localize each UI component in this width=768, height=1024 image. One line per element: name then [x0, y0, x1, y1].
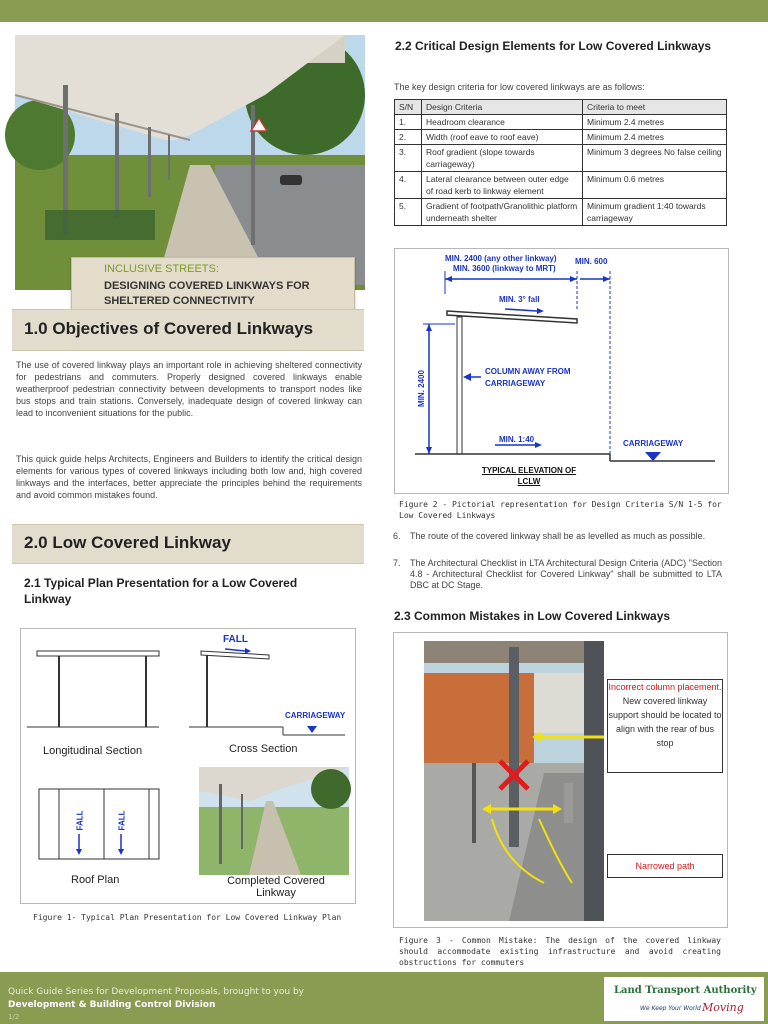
fig1-roof-fall2: FALL — [117, 810, 127, 831]
table-row — [395, 130, 727, 145]
hero-photo — [15, 35, 365, 307]
list-item-text: The Architectural Checklist in LTA Architectural Design Criteria (ADC) "Section 4.8 - Architectural Checklist for Covered Linkway" shall be submitted to LTA DBC at DC Stage. — [410, 558, 722, 590]
figure3-box — [393, 632, 728, 928]
fig1-cross-label: Cross Section — [229, 743, 298, 755]
fig2-roof-fall: MIN. 3° fall — [499, 295, 540, 304]
covered-linkway-photo — [15, 35, 365, 290]
figure1-drawings — [21, 629, 355, 903]
table-cell: Width (roof eave to roof eave) — [422, 130, 583, 145]
fig2-height-dim: MIN. 2400 — [416, 370, 426, 407]
section21-title: 2.1 Typical Plan Presentation for a Low Covered Linkway — [24, 576, 298, 606]
fig2-gradient: MIN. 1:40 — [499, 435, 535, 444]
fig1-roof-plan-label: Roof Plan — [71, 874, 120, 886]
figure2-box — [394, 248, 729, 494]
fig1-longitudinal-label: Longitudinal Section — [43, 745, 143, 757]
section22-intro: The key design criteria for low covered linkways are as follows: — [394, 82, 645, 92]
incorrect-column-note — [607, 679, 723, 773]
figure2-caption: Figure 2 - Pictorial representation for Design Criteria S/N 1-5 for Low Covered Linkways — [399, 500, 722, 520]
section2-banner — [12, 524, 364, 564]
list-item — [393, 558, 727, 594]
narrowed-path-note: Narrowed path — [607, 854, 723, 878]
fig2-carriageway: CARRIAGEWAY — [623, 439, 684, 448]
table-cell: 1. — [395, 115, 422, 130]
section1-paragraph1: The use of covered linkway plays an important role in achieving sheltered connectivity for pedestrians and commuters. Properly designed covered linkways enable weatherproof pedestrian connectivity between developments to transport nodes like bus stops and train stations. Conversely, inadequate design of covered linkway can lead to inconvenient situations for the public. — [16, 360, 362, 418]
section2-title: 2.0 Low Covered Linkway — [24, 533, 231, 552]
logo-tagline: We Keep Your World — [640, 1005, 701, 1012]
table-cell: Minimum 2.4 metres — [583, 130, 727, 145]
table-cell: Minimum 2.4 metres — [583, 115, 727, 130]
table-cell: 2. — [395, 130, 422, 145]
list-item-number: 6. — [393, 531, 401, 541]
table-row — [395, 145, 727, 172]
footer-division-text: Development & Building Control Division — [8, 1000, 216, 1010]
lta-logo — [604, 977, 764, 1021]
table-header-row — [395, 100, 727, 115]
table-cell: Roof gradient (slope towards carriageway) — [422, 145, 583, 172]
section22-title: 2.2 Critical Design Elements for Low Covered Linkways — [395, 39, 712, 53]
footer-page-number: 1/2 — [8, 1013, 20, 1021]
fig1-roof-fall1: FALL — [75, 810, 85, 831]
fig2-column-note: COLUMN AWAY FROM CARRIAGEWAY — [485, 367, 571, 388]
section1-banner — [12, 309, 364, 351]
figure3-caption: Figure 3 - Common Mistake: The design of the covered linkway should accommodate existing infrastructure and avoid creating obstructions for commuters — [399, 936, 721, 967]
top-bar — [0, 0, 768, 22]
table-row — [395, 115, 727, 130]
fig2-elevation-title: TYPICAL ELEVATION OF LCLW — [481, 466, 577, 486]
list-item — [393, 531, 727, 555]
section23-title: 2.3 Common Mistakes in Low Covered Linkways — [394, 609, 671, 623]
criteria-table — [394, 99, 727, 226]
fig2-dim-600: MIN. 600 — [575, 257, 608, 266]
table-row — [395, 199, 727, 226]
section1-paragraph2: This quick guide helps Architects, Engineers and Builders to identify the critical design elements for various types of covered linkways including both low and, high covered linkways and the interfaces, better appreciate the principles behind the requirements and avoid common mistakes found. — [16, 454, 362, 500]
section1-title: 1.0 Objectives of Covered Linkways — [24, 319, 314, 338]
fig1-carriageway-label: CARRIAGEWAY — [285, 711, 346, 720]
table-header-cell: Design Criteria — [422, 100, 583, 115]
list-item-number: 7. — [393, 558, 401, 568]
table-cell: Minimum 3 degrees No false ceiling — [583, 145, 727, 172]
fig1-completed-label: Completed Covered Linkway — [227, 875, 325, 899]
hero-title-line2: DESIGNING COVERED LINKWAYS FOR SHELTERED CONNECTIVITY — [104, 280, 310, 307]
table-cell: Minimum 0.6 metres — [583, 172, 727, 199]
table-header-cell: S/N — [395, 100, 422, 115]
table-cell: 4. — [395, 172, 422, 199]
note-detail-text: New covered linkway support should be located to align with the rear of bus stop — [608, 696, 722, 748]
table-cell: 5. — [395, 199, 422, 226]
hero-title-line1: INCLUSIVE STREETS: — [104, 263, 219, 275]
table-cell: 3. — [395, 145, 422, 172]
figure1-caption: Figure 1- Typical Plan Presentation for Low Covered Linkway Plan — [33, 913, 342, 922]
fig1-fall-label: FALL — [223, 634, 248, 645]
table-row — [395, 172, 727, 199]
note-red-text: Incorrect column placement. — [608, 682, 722, 692]
table-cell: Gradient of footpath/Granolithic platform underneath shelter — [422, 199, 583, 226]
table-cell: Minimum gradient 1:40 towards carriageway — [583, 199, 727, 226]
table-cell: Lateral clearance between outer edge of road kerb to linkway element — [422, 172, 583, 199]
fig2-dim-3600: MIN. 3600 (linkway to MRT) — [453, 264, 556, 273]
fig2-dim-2400: MIN. 2400 (any other linkway) — [445, 254, 557, 263]
table-cell: Headroom clearance — [422, 115, 583, 130]
logo-moving: Moving — [702, 1001, 744, 1014]
figure1-box — [20, 628, 356, 904]
figure3-bus-stop-photo — [394, 633, 727, 927]
footer-series-text: Quick Guide Series for Development Proposals, brought to you by — [8, 987, 304, 997]
list-item-text: The route of the covered linkway shall be as levelled as much as possible. — [410, 531, 706, 541]
table-header-cell: Criteria to meet — [583, 100, 727, 115]
logo-name: Land Transport Authority — [614, 985, 757, 996]
